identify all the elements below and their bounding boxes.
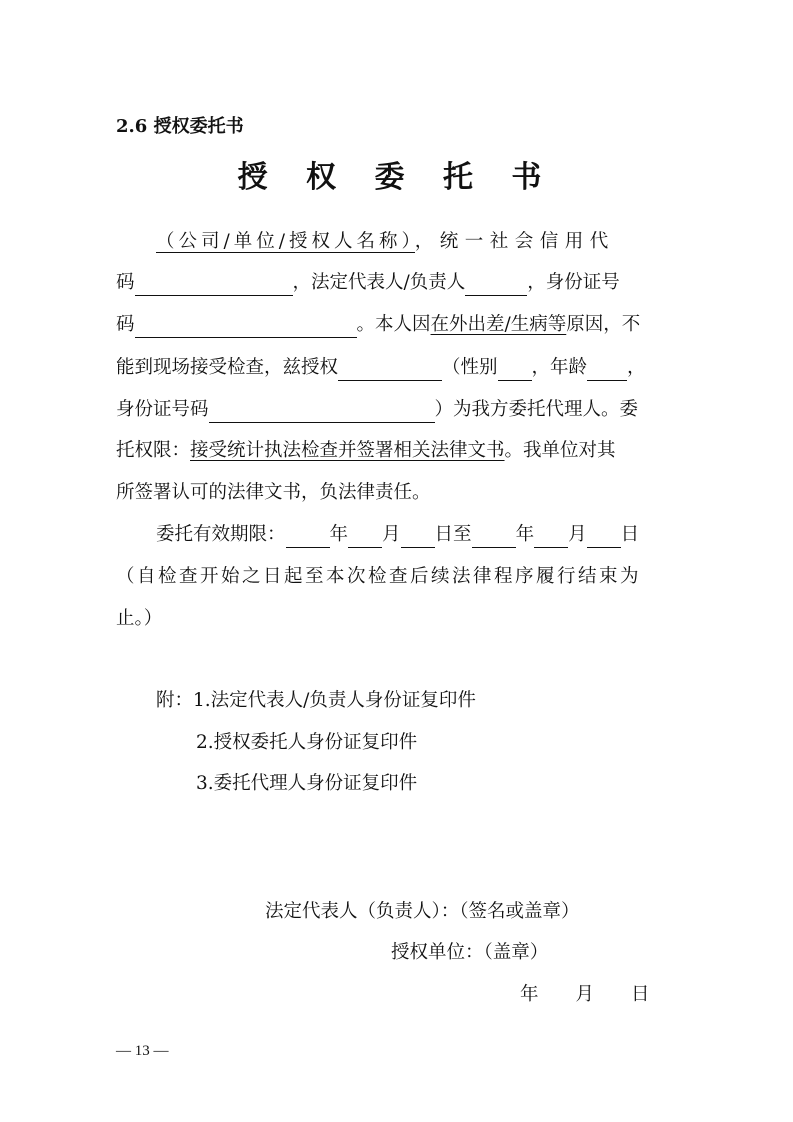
text: 月 (568, 524, 587, 545)
text: ， (627, 357, 646, 378)
body-line-1 (116, 229, 682, 255)
attachment-item: 3.委托代理人身份证复印件 (196, 773, 418, 794)
start-year-blank (286, 527, 330, 548)
gender-blank (498, 360, 532, 381)
start-day-blank (401, 527, 435, 548)
text: 原因，不 (566, 314, 641, 335)
text: 身份证号码 (116, 399, 209, 420)
body-line-2 (116, 270, 682, 296)
text: ）为我方委托代理人。委 (434, 399, 639, 420)
attachment-2 (196, 730, 417, 756)
document-title: 授 权 委 托 书 (237, 160, 556, 195)
body-line-7 (116, 480, 682, 506)
text: 。本人因 (356, 314, 431, 335)
end-year-blank (472, 527, 516, 548)
agent-id-blank (209, 402, 435, 423)
attachment-3 (196, 771, 417, 797)
text: 码 (116, 272, 135, 293)
body-line-9 (116, 564, 682, 590)
validity-line (116, 522, 682, 548)
text: 托权限： (116, 440, 191, 461)
attachment-item: 2.授权委托人身份证复印件 (196, 732, 418, 753)
reason-text: 在外出差/生病等 (430, 314, 567, 335)
page-number: — 13 — (116, 1043, 169, 1059)
text: 月 (382, 524, 401, 545)
text: ，统一社会信用代 (414, 231, 615, 252)
text: （性别 (442, 357, 498, 378)
age-blank (587, 360, 627, 381)
end-day-blank (587, 527, 621, 548)
text: 日至 (434, 524, 472, 545)
text: ，年龄 (531, 357, 588, 378)
body-line-6 (116, 438, 682, 464)
text: （自检查开始之日起至本次检查后续法律程序履行结束为 (116, 566, 642, 587)
text: 止。） (116, 608, 163, 629)
body-line-10 (116, 606, 682, 632)
text: 。我单位对其 (504, 440, 616, 461)
attachment-label: 附： (156, 690, 194, 711)
section-heading: 2.6 授权委托书 (116, 116, 244, 137)
body-line-4 (116, 355, 682, 381)
end-month-blank (534, 527, 568, 548)
principal-name-field: （公司/单位/授权人名称） (156, 231, 415, 252)
id-number-blank (135, 317, 357, 338)
attachment-item: 1.法定代表人/负责人身份证复印件 (193, 690, 476, 711)
start-month-blank (348, 527, 382, 548)
authority-scope-text: 接受统计执法检查并签署相关法律文书 (190, 440, 505, 461)
text: 所签署认可的法律文书，负法律责任。 (116, 482, 431, 503)
agent-name-blank (338, 360, 442, 381)
attachment-1 (156, 688, 476, 714)
text: 年 (329, 524, 349, 545)
legal-representative-signature: 法定代表人（负责人）：（签名或盖章） (265, 901, 580, 922)
text: 码 (116, 314, 135, 335)
text: ，法定代表人/负责人 (292, 272, 466, 293)
validity-label: 委托有效期限： (156, 524, 286, 545)
body-line-5 (116, 397, 682, 423)
authorizing-unit-seal: 授权单位：（盖章） (391, 942, 549, 963)
text: 能到现场接受检查，兹授权 (116, 357, 339, 378)
signature-date: 年 月 日 (520, 984, 650, 1005)
credit-code-blank (135, 275, 293, 296)
legal-rep-blank (465, 275, 527, 296)
text: 年 (515, 524, 535, 545)
text: ，身份证号 (527, 272, 620, 293)
text: 日 (620, 524, 640, 545)
body-line-3 (116, 312, 682, 338)
